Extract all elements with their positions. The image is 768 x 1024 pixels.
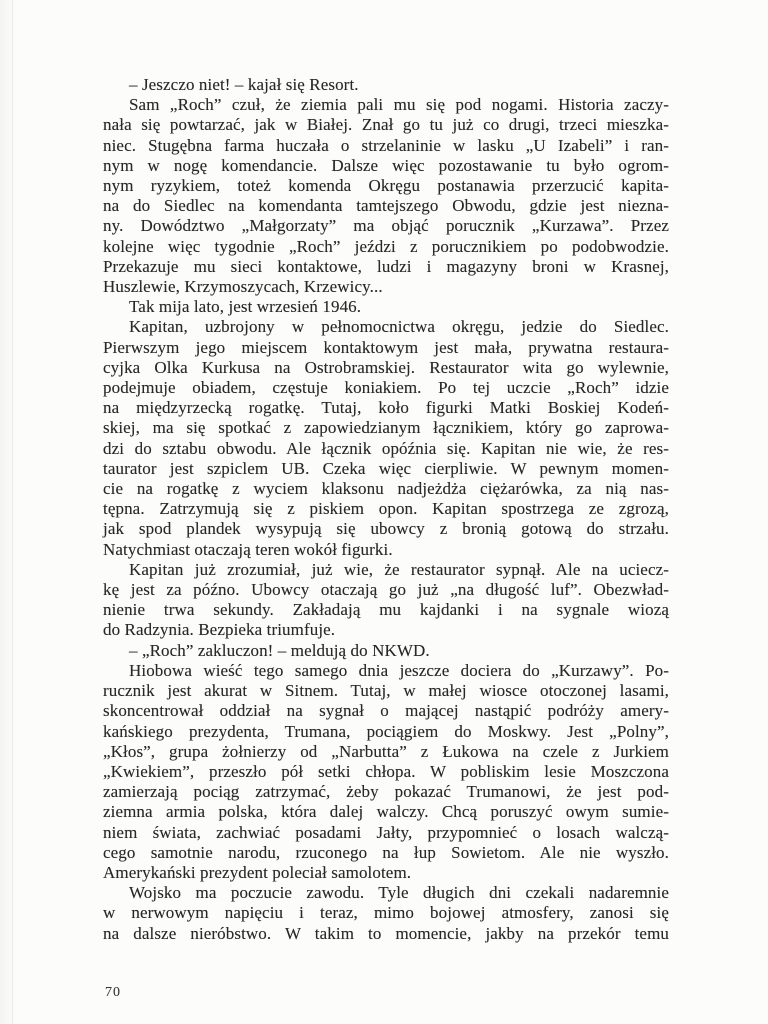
text-line: na międzyrzecką rogatkę. Tutaj, koło figurki Matki Boskiej Kodeń- [103, 398, 669, 418]
text-line: jak spod plandek wysypują się ubowcy z bronią gotową do strzału. [103, 519, 669, 539]
text-line: ny. Dowództwo „Małgorzaty” ma objąć porucznik „Kurzawa”. Przez [103, 216, 669, 236]
text-line: rucznik jest akurat w Sitnem. Tutaj, w małej wiosce otoczonej lasami, [103, 681, 669, 701]
paragraph [103, 641, 669, 661]
text-line: w nerwowym napięciu i teraz, mimo bojowej atmosfery, zanosi się [103, 903, 669, 923]
text-line: Kapitan, uzbrojony w pełnomocnictwa okręgu, jedzie do Siedlec. [129, 317, 669, 337]
text-line: niec. Stugębna farma huczała o strzelaninie w lasku „U Izabeli” i ran- [103, 135, 669, 155]
text-line: Huszlewie, Krzymoszycach, Krzewicy... [103, 277, 383, 297]
text-line: nym ryzykiem, toteż komenda Okręgu postanawia przerzucić kapita- [103, 176, 669, 196]
text-line: – „Roch” zakluczon! – meldują do NKWD. [129, 640, 430, 660]
text-line: Kapitan już zrozumiał, już wie, że restaurator sypnął. Ale na uciecz- [129, 559, 669, 579]
text-line: Amerykański prezydent poleciał samolotem. [103, 862, 412, 882]
text-line: nym w nogę komendancie. Dalsze więc pozostawanie tu było ogrom- [103, 155, 669, 175]
text-line: Pierwszym jego miejscem kontaktowym jest mała, prywatna restaura- [103, 337, 669, 357]
text-line: na do Siedlec na komendanta tamtejszego Obwodu, gdzie jest niezna- [103, 196, 669, 216]
text-line: Natychmiast otaczają teren wokół figurki. [103, 539, 393, 559]
text-line: kę jest za późno. Ubowcy otaczają go już „na długość luf”. Obezwład- [103, 580, 669, 600]
text-line: kolejne więc tygodnie „Roch” jeździ z porucznikiem po podobwodzie. [103, 236, 669, 256]
text-line: niem świata, zachwiać posadami Jałty, przypomnieć o losach walczą- [103, 822, 669, 842]
text-line: skoncentrował oddział na sygnał o mającej nastąpić podróży amery- [103, 701, 669, 721]
text-line: – Jeszczo niet! – kajał się Resort. [129, 75, 359, 94]
text-line: cie na rogatkę z wyciem klaksonu nadjeżdża ciężarówka, za nią nas- [103, 479, 669, 499]
text-line: podejmuje obiadem, częstuje koniakiem. Po tej uczcie „Roch” idzie [103, 378, 669, 398]
paragraph [103, 560, 669, 641]
scan-edge-shadow [0, 0, 16, 1024]
paragraph [103, 317, 669, 559]
text-line: „Kłos”, grupa żołnierzy od „Narbutta” z Łukowa na czele z Jurkiem [103, 741, 669, 761]
scan-edge-line [12, 0, 13, 1024]
text-line: cego samotnie narodu, rzuconego na łup Sowietom. Ale nie wyszło. [103, 842, 669, 862]
text-line: ziemna armia polska, która dalej walczy. Chcą poruszyć owym sumie- [103, 802, 669, 822]
text-line: nienie trwa sekundy. Zakładają mu kajdanki i na sygnale wiozą [103, 600, 669, 620]
text-line: taurator jest szpiclem UB. Czeka więc cierpliwie. W pewnym momen- [103, 458, 669, 478]
paragraph [103, 95, 669, 297]
text-line: Hiobowa wieść tego samego dnia jeszcze dociera do „Kurzawy”. Po- [129, 660, 669, 680]
text-line: tępna. Zatrzymują się z piskiem opon. Kapitan spostrzega ze zgrozą, [103, 499, 669, 519]
text-line: kańskiego prezydenta, Trumana, pociągiem do Moskwy. Jest „Polny”, [103, 721, 669, 741]
paragraph [103, 661, 669, 883]
text-line: do Radzynia. Bezpieka triumfuje. [103, 620, 336, 640]
text-line: Wojsko ma poczucie zawodu. Tyle długich dni czekali nadaremnie [129, 883, 669, 903]
text-line: cyjka Olka Kurkusa na Ostrobramskiej. Restaurator wita go wylewnie, [103, 357, 669, 377]
page-text [103, 0, 669, 944]
text-line: nała się powtarzać, jak w Białej. Znał go tu już co drugi, trzeci mieszka- [103, 115, 669, 135]
text-line: „Kwiekiem”, przeszło pół setki chłopa. W pobliskim lesie Moszczona [103, 761, 669, 781]
paragraph [103, 75, 669, 95]
text-line: na dalsze nieróbstwo. W takim to momencie, jakby na przekór temu [103, 923, 669, 943]
text-line: Sam „Roch” czuł, że ziemia pali mu się pod nogami. Historia zaczy- [129, 95, 669, 115]
text-line: Tak mija lato, jest wrzesień 1946. [129, 297, 362, 317]
text-line: dzi do sztabu obwodu. Ale łącznik opóźnia się. Kapitan nie wie, że res- [103, 438, 669, 458]
text-line: Przekazuje mu sieci kontaktowe, ludzi i magazyny broni w Krasnej, [103, 256, 669, 276]
text-line: zamierzają pociąg zatrzymać, żeby pokazać Trumanowi, że jest pod- [103, 782, 669, 802]
paragraph [103, 883, 669, 944]
paragraph [103, 297, 669, 317]
page-number: 70 [105, 985, 121, 1000]
text-line: skiej, ma się spotkać z zapowiedzianym łącznikiem, który go zaprowa- [103, 418, 669, 438]
